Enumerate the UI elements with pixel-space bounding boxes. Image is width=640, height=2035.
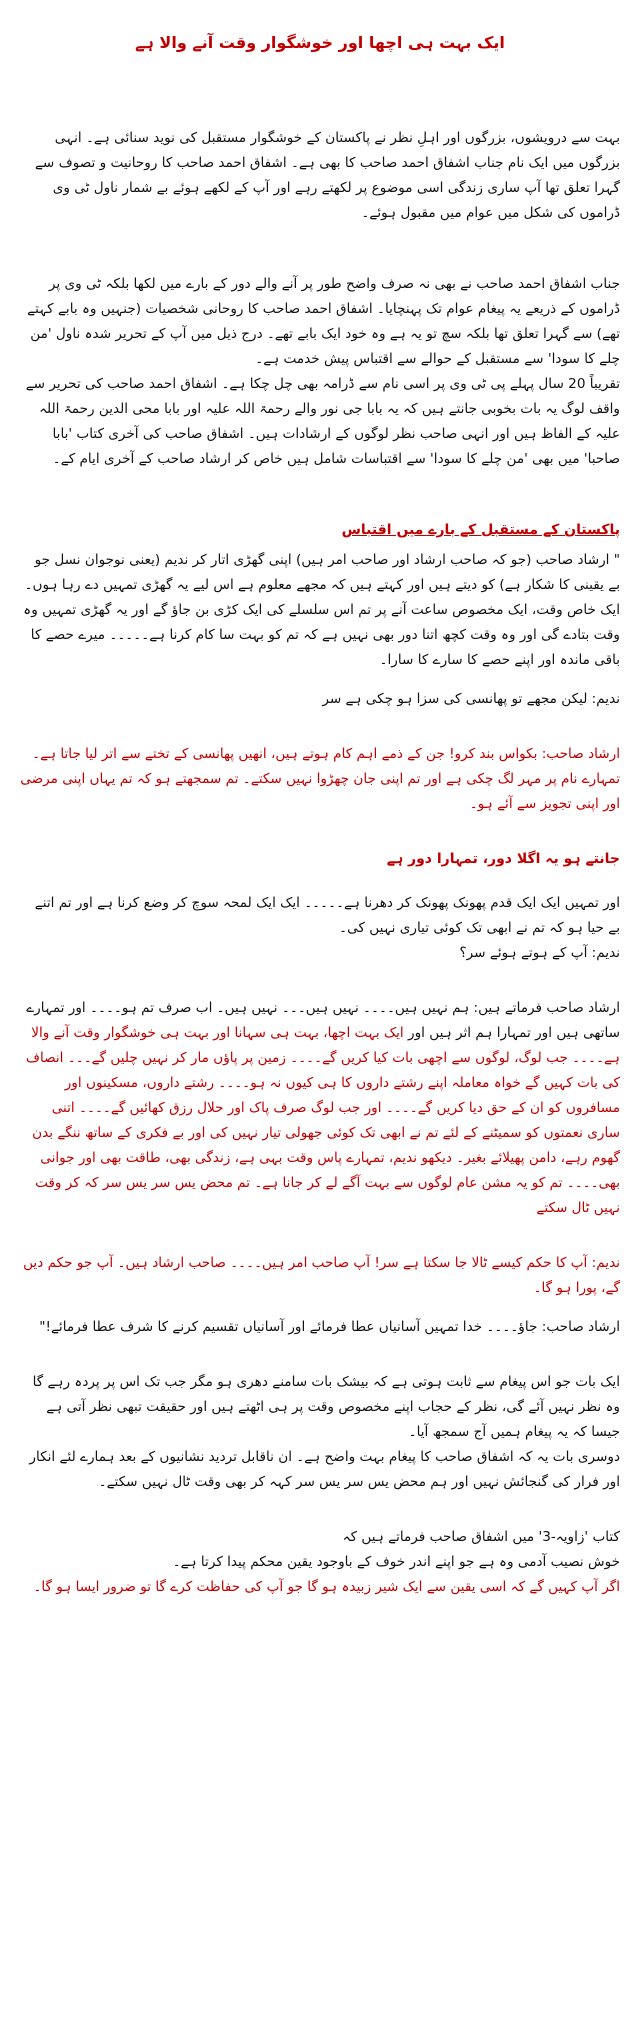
closing-line-1: کتاب 'زاویہ-3' میں اشفاق صاحب فرماتے ہیں کہ <box>342 1529 620 1545</box>
dialogue-irshad-4: ارشاد صاحب: جاؤ۔۔۔۔ خدا تمہیں آسانیاں عطا فرمائے اور آسانیاں تقسیم کرنے کا شرف عطا فرمائے!" <box>39 1319 620 1335</box>
dialogue-irshad-3-intro: ارشاد صاحب فرماتے ہیں: ہم نہیں ہیں۔۔۔۔ نہیں ہیں۔۔۔ نہیں ہیں۔ اب صرف تم ہو۔۔۔۔ اور تمہارے ساتھی ہیں اور تمہارا ہم اثر ہیں اور <box>26 1000 620 1041</box>
article <box>20 0 620 1600</box>
dialogue-irshad-3-prophecy: ایک بہت اچھا، بہت ہی سہانا اور بہت ہی خوشگوار وقت آنے والا ہے۔۔۔۔ جب لوگ، لوگوں سے اچھی بات کیا کریں گے۔۔۔۔ زمین پر پاؤں مار کر نہیں چلیں گے۔۔۔ انصاف کی بات کہیں گے خواہ معاملہ اپنے رشتے داروں کا ہی کیوں نہ ہو۔۔۔۔ رشتے داروں، مسکینوں اور مسافروں کو ان کے حق دیا کریں گے۔۔۔۔ اور جب لوگ صرف پاک اور حلال رزق کھائیں گے۔۔۔۔ اتنی ساری نعمتوں کو سمیٹنے کے لئے تم نے ابھی تک کوئی جھولی تیار نہیں کی اور بے فکری کے ساتھ ننگے بدن گھوم رہے، دامن پھیلائے بغیر۔ دیکھو ندیم، تمہارے پاس وقت بہی ہے، زندگی بھی، طاقت بھی اور جوانی بھی۔۔۔۔ تم کو یہ مشن عام لوگوں سے بہت آگے لے کر جانا ہے۔ تم محض یس سر یس سر کہ کر وقت نہیں ٹال سکتے <box>25 1025 620 1216</box>
section-heading-era: جانتے ہو یہ اگلا دور، تمہارا دور ہے <box>386 851 620 867</box>
intro-paragraph-3: تقریباً 20 سال پہلے پی ٹی وی پر اسی نام سے ڈرامہ بھی چل چکا ہے۔ اشفاق احمد صاحب کی تحریر سے واقف لوگ یہ بات بخوبی جانتے ہیں کہ یہ بابا جی نور والے رحمۃ اللہ علیہ اور بابا محی الدین رحمۃ اللہ علیہ کے الفاظ ہیں اور انہی صاحب نظر لوگوں کے ارشادات ہیں۔ اشفاق صاحب کی آخری کتاب 'بابا صاحبا' میں بھی 'من چلے کا سودا' سے اقتباسات شامل ہیں خاص کر ارشاد صاحب کے آخری ایام کے۔ <box>25 376 620 467</box>
dialogue-irshad-1: ارشاد صاحب: بکواس بند کرو! جن کے ذمے اہم کام ہوتے ہیں، انھیں پھانسی کے تختے سے اتر لیا جاتا ہے۔ تمہارے نام پر مہر لگ چکی ہے اور تم اپنی جان چھڑوا نہیں سکتے۔ تم سمجھتے ہو کہ تم یہاں اپنی مرضی اور اپنی تجویز سے آئے ہو۔ <box>20 746 620 812</box>
dialogue-nadeem-1: ندیم: لیکن مجھے تو پھانسی کی سزا ہو چکی ہے سر <box>322 691 620 707</box>
dialogue-irshad-3 <box>20 996 620 1221</box>
dialogue-nadeem-2: ندیم: آپ کے ہوتے ہوئے سر؟ <box>459 945 620 961</box>
section-heading-quote: پاکستان کے مستقبل کے بارے میں اقتباس <box>341 522 620 538</box>
page-title: ایک بہت ہی اچھا اور خوشگوار وقت آنے والا ہے <box>135 33 505 52</box>
dialogue-nadeem-3: ندیم: آپ کا حکم کیسے ٹالا جا سکتا ہے سر! آپ صاحب امر ہیں۔۔۔۔ صاحب ارشاد ہیں۔ آپ جو حکم دیں گے، پورا ہو گا۔ <box>23 1255 620 1296</box>
closing-line-3: اگر آپ کہیں گے کہ اسی یقین سے ایک شیر زبیدہ ہو گا جو آپ کی حفاظت کرے گا تو ضرور ایسا ہو گا۔ <box>33 1579 620 1595</box>
dialogue-irshad-2: اور تمہیں ایک ایک قدم پھونک پھونک کر دھرنا ہے۔۔۔۔۔ ایک ایک لمحہ سوچ کر وضع کرنا ہے اور تم اتنے بے حیا ہو کہ تم نے ابھی تک کوئی تیاری نہیں کی۔ <box>34 895 620 936</box>
outro-paragraph-1: ایک بات جو اس پیغام سے ثابت ہوتی ہے کہ بیشک بات سامنے دھری ہو مگر جب تک اس پر پردہ رہے گا وہ نظر نہیں آئے گی، نظر کے حجاب اپنے مخصوص وقت پر ہی اٹھتے ہیں اور حقیقت تبھی نظر آتی ہے جیسا کہ یہ پیغام ہمیں آج سمجھ آیا۔ <box>32 1374 620 1440</box>
outro-paragraph-2: دوسری بات یہ کہ اشفاق صاحب کا پیغام بہت واضح ہے۔ ان ناقابل تردید نشانیوں کے بعد ہمارے لئے انکار اور فرار کی گنجائش نہیں اور ہم محض یس سر یس سر کہہ کر بھی وقت ٹال نہیں سکتے۔ <box>29 1449 620 1490</box>
intro-paragraph-2: جناب اشفاق احمد صاحب نے بھی نہ صرف واضح طور پر آنے والے دور کے بارے میں لکھا بلکہ ٹی وی پر ڈراموں کے ذریعے یہ پیغام عوام تک پہنچایا۔ اشفاق احمد صاحب کا روحانی شخصیات (جنہیں وہ بابے کہتے تھے) سے گہرا تعلق تھا بلکہ سچ تو یہ ہے وہ خود ایک بابے تھے۔ درج ذیل میں آپ کے تحریر شدہ ناول 'من چلے کا سودا' سے مستقبل کے حوالے سے اقتباس پیش خدمت ہے۔ <box>27 276 620 367</box>
quote-paragraph-1: " ارشاد صاحب (جو کہ صاحب ارشاد اور صاحب امر ہیں) اپنی گھڑی اتار کر ندیم (یعنی نوجوان نسل جو بے یقینی کا شکار ہے) کو دیتے ہیں اور کہتے ہیں کہ مجھے معلوم ہے اس لیے یہ گھڑی تمہیں دے رہا ہوں۔ ایک خاص وقت، ایک مخصوص ساعت آنے پر تم اس سلسلے کی ایک کڑی بن جاؤ گے اور یہ گھڑی تمہیں وہ وقت بتادے گی اور وہ وقت کچھ اتنا دور بھی نہیں ہے کہ تم کو بہت سا کام کرنا ہے۔۔۔۔۔ میرے حصے کا باقی ماندہ اور اپنے حصے کا سارے کا سارا۔ <box>23 552 620 668</box>
closing-line-2: خوش نصیب آدمی وہ ہے جو اپنے اندر خوف کے باوجود یقین محکم پیدا کرتا ہے۔ <box>172 1554 620 1570</box>
intro-paragraph-1: بہت سے درویشوں، بزرگوں اور اہلِ نظر نے پاکستان کے خوشگوار مستقبل کی نوید سنائی ہے۔ انہی بزرگوں میں ایک نام جناب اشفاق احمد صاحب کا بھی ہے۔ اشفاق احمد صاحب کا روحانیت و تصوف سے گہرا تعلق تھا آپ ساری زندگی اسی موضوع پر لکھتے رہے اور آپ کے لکھے ہوئے بے شمار ناول ٹی وی ڈراموں کی شکل میں عوام میں مقبول ہوئے۔ <box>34 130 620 221</box>
